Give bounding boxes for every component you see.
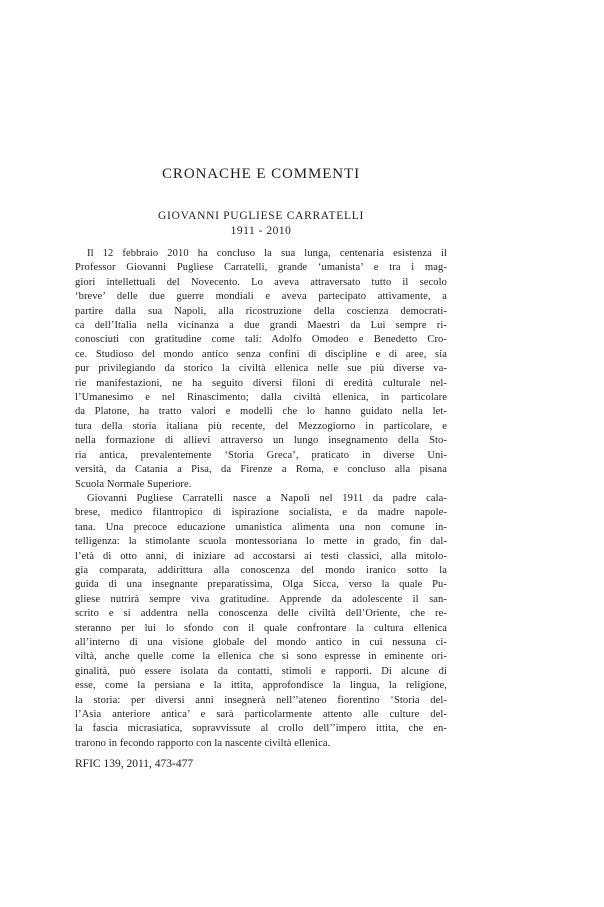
text-line: l’Asia anteriore antica’ e sarà particolarmente attento alle culture del- [75,709,447,720]
text-line: guida di una insegnante preparatissima, Olga Sicca, verso la quale Pu- [75,579,447,591]
text-line: ria antica, prevalentemente ‘Storia Greca’, praticato in diverse Uni- [75,449,447,461]
text-line: conosciuti con gratitudine come tali: Adolfo Omodeo e Benedetto Cro- [75,334,447,346]
text-line: Il 12 febbraio 2010 ha concluso la sua lunga, centenaria esistenza il [87,248,447,259]
text-line: Scuola Normale Superiore. [75,478,192,490]
text-line: tana. Una precoce educazione umanistica alimenta una non comune in- [75,521,447,533]
text-line: ‘breve’ delle due guerre mondiali e aveva partecipato attivamente, a [75,291,447,303]
paragraph-1 [75,247,447,492]
text-line: telligenza: la stimolante scuola montessoriana lo mette in grado, fin dal- [75,536,447,548]
text-line: trarono in fecondo rapporto con la nascente civiltà ellenica. [75,737,331,749]
citation-line: RFIC 139, 2011, 473-477 [75,758,194,771]
text-line: nella formazione di allievi attraverso un lungo insegnamento della Sto- [75,435,447,447]
text-line: l’età di otto anni, di iniziare ad accostarsi ai testi classici, alla mitolo- [75,550,447,562]
section-title: CRONACHE E COMMENTI [162,166,360,182]
text-line: Professor Giovanni Pugliese Carratelli, grande ‘umanista’ e tra i mag- [75,262,447,274]
text-line: ginalità, può essere isolata da contatti, stimoli e rapporti. Di alcune di [75,665,447,677]
text-block [75,0,447,772]
text-line: versità, da Catania a Pisa, da Firenze a Roma, e concluso alla pisana [75,464,447,476]
text-line: l’Umanesimo e nel Rinascimento; dalla civiltà ellenica, in particolare [75,392,447,404]
text-line: gliese nutrirà sempre viva gratitudine. Apprende da adolescente il san- [75,593,447,605]
text-line: steranno per lui lo sfondo con il quale confrontare la cultura ellenica [75,622,447,634]
article-dates: 1911 - 2010 [230,225,292,237]
text-line: scrito e si addentra nella conoscenza delle civiltà dell’Oriente, che re- [75,608,447,620]
text-line: la fascia micrasiatica, sopravvissute al crollo dell’’impero ittita, che en- [75,723,447,735]
text-line: tura della storia italiana più recente, del Mezzogiorno in particolare, e [75,420,447,432]
text-line: viltà, anche quelle come la ellenica che si sono espresse in eminente ori- [75,651,447,663]
article-body [75,247,447,751]
text-line: ce. Studioso del mondo antico senza confini di discipline e di aree, sia [75,348,447,360]
text-line: gia comparata, addirittura alla conoscenza del mondo iranico sotto la [75,564,447,576]
text-line: pur privilegiando da storico la civiltà ellenica nelle sue più diverse va- [75,363,447,375]
article-title: GIOVANNI PUGLIESE CARRATELLI [158,210,364,222]
text-line: da Platone, ha tratto valori e modelli che lo hanno guidato nella let- [75,406,447,418]
text-line: partire dalla sua Napoli, alla ricostruzione della coscienza democrati- [75,305,447,317]
paragraph-2 [75,492,447,751]
text-line: brese, medico filantropico di ispirazione socialista, e da madre napole- [75,507,447,519]
text-line: giori intellettuali del Novecento. Lo aveva attraversato tutto il secolo [75,276,447,288]
text-line: la storia: per diversi anni insegnerà nell’’ateneo fiorentino ‘Storia del- [75,694,447,706]
text-line: all’interno di una visione globale del mondo antico in cui nessuna ci- [75,636,447,648]
text-line: esse, come la persiana e la ittita, approfondisce la lingua, la religione, [75,680,447,692]
text-line: rie manifestazioni, ne ha seguito diversi filoni di eredità culturale nel- [75,377,447,389]
text-line: Giovanni Pugliese Carratelli nasce a Napoli nel 1911 da padre cala- [87,492,447,504]
text-line: ca dell’Italia nella vicinanza a due grandi Maestri da Lui sempre ri- [75,320,447,332]
